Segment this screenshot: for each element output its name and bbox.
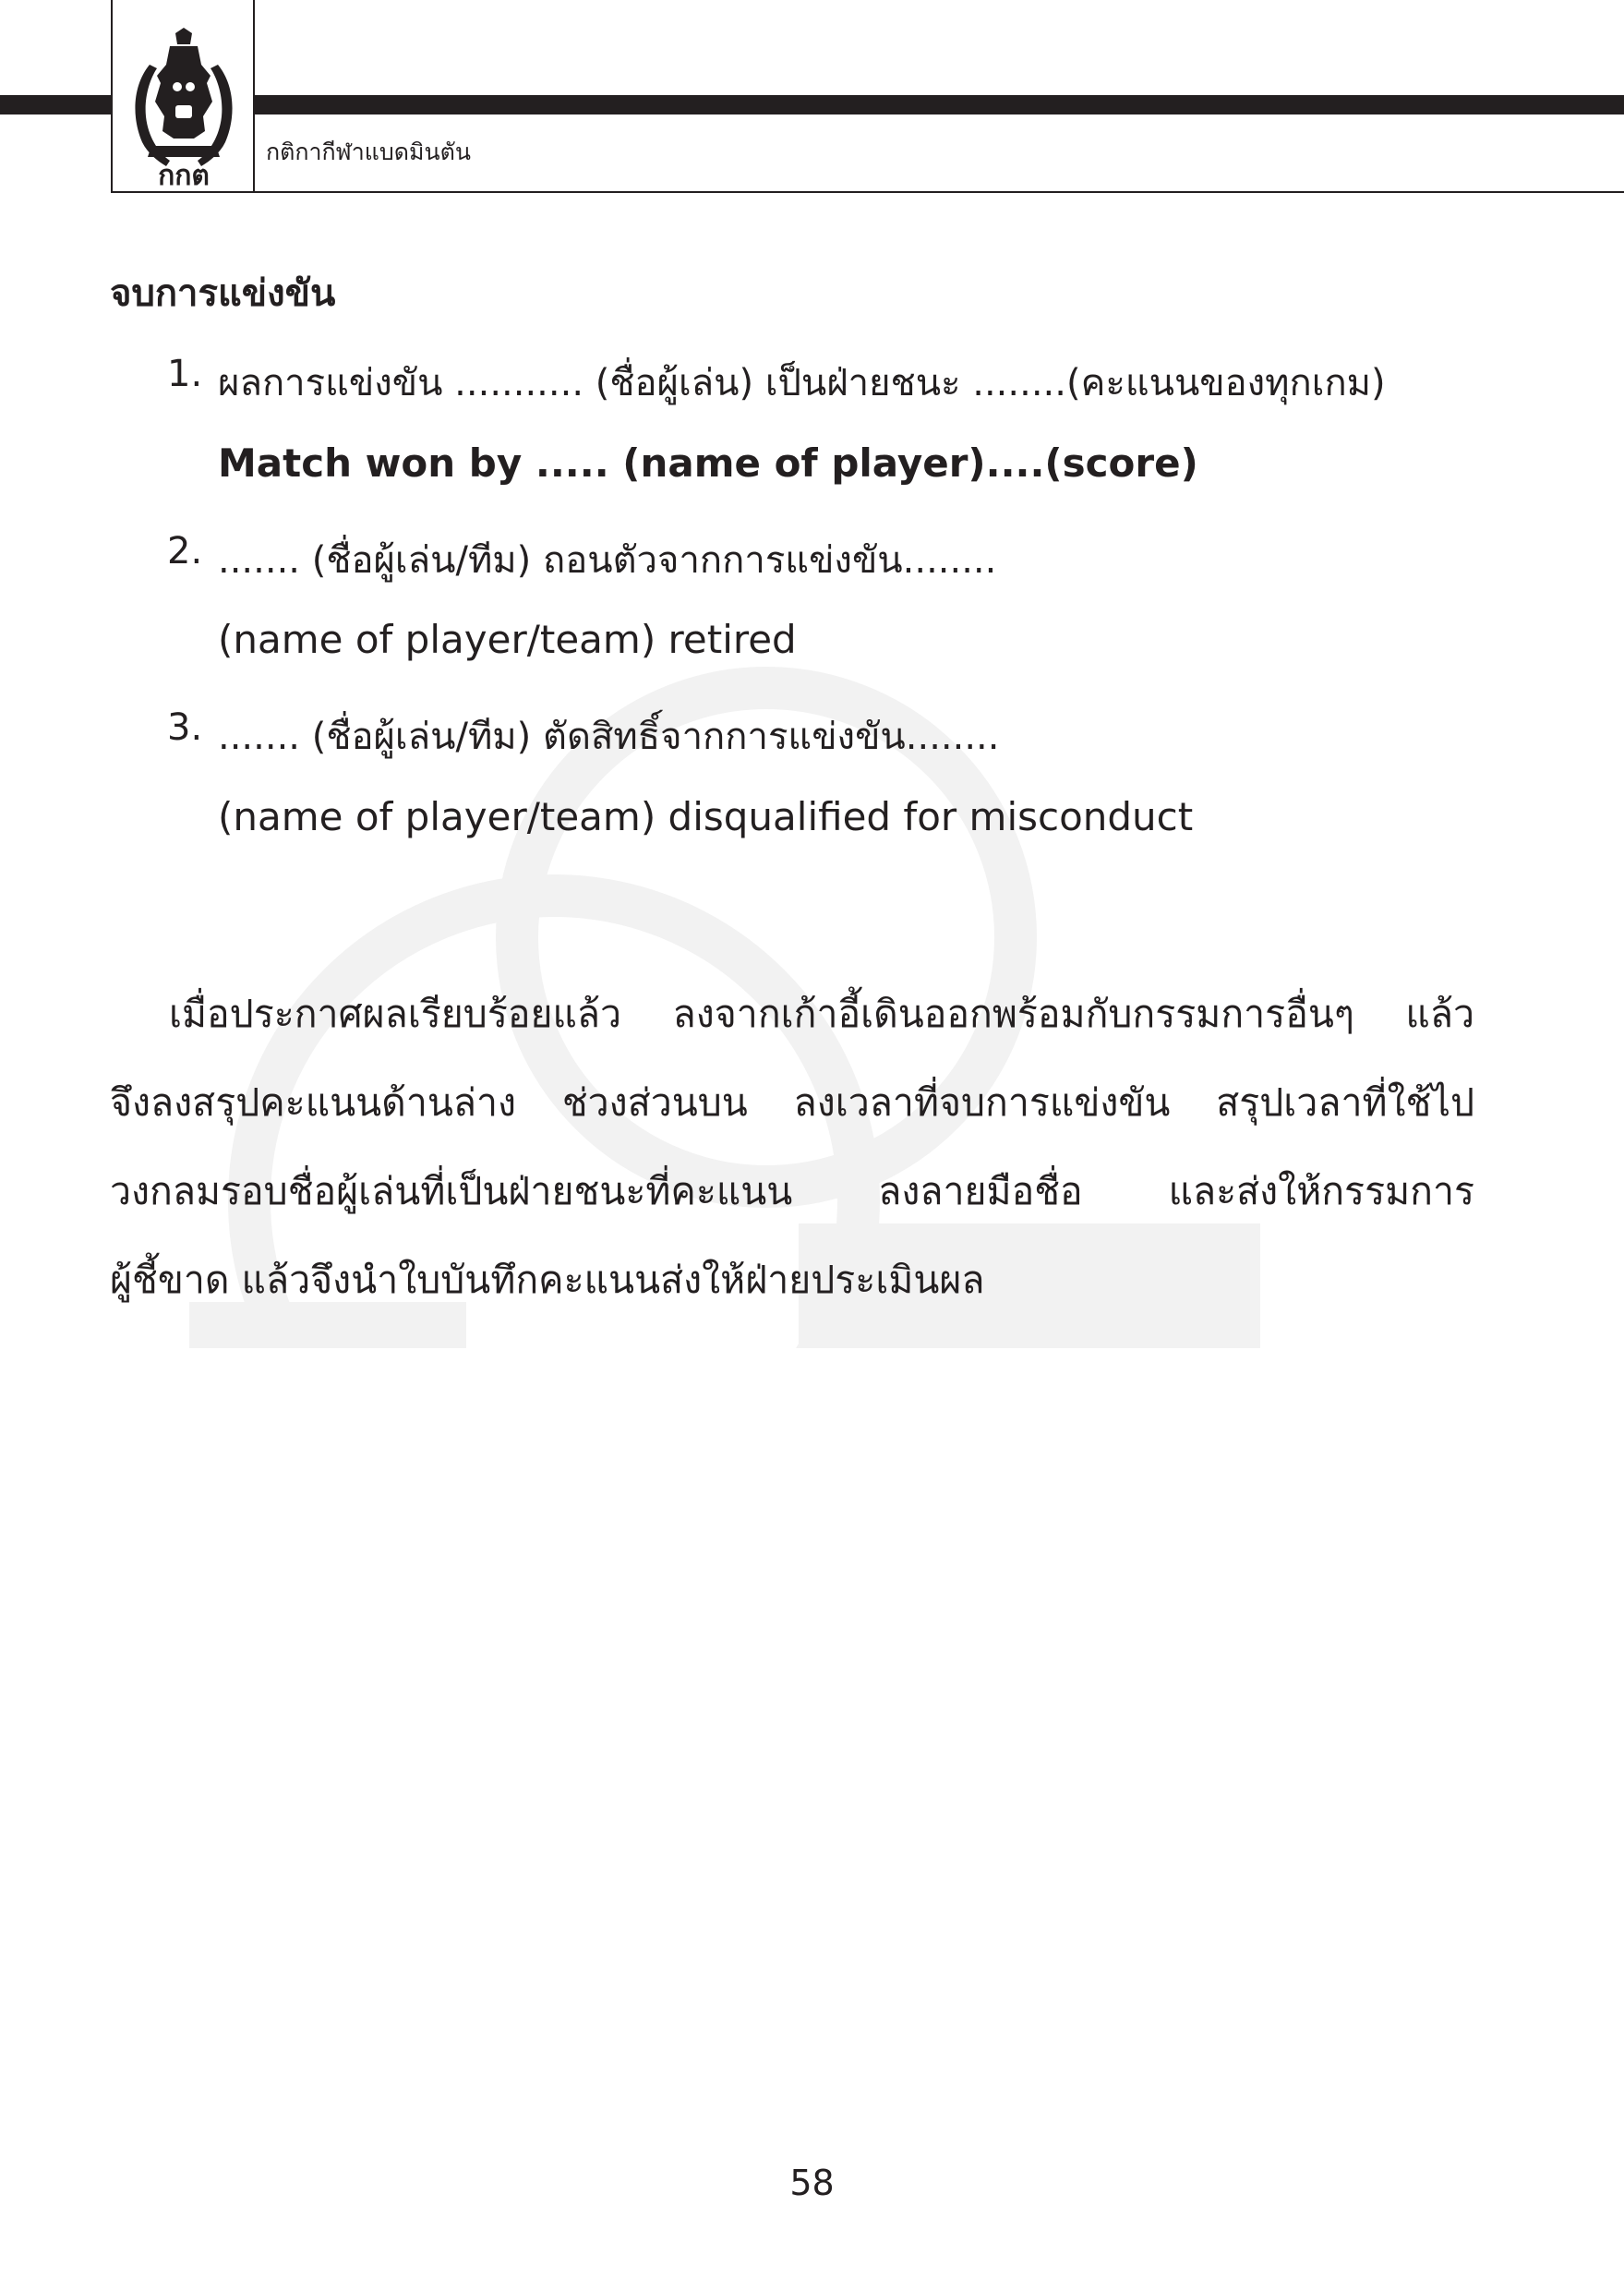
list-item-3-number: 3. xyxy=(167,706,203,749)
body-paragraph xyxy=(110,970,1474,1324)
header-title: กติกากีฬาแบดมินตัน xyxy=(266,139,471,165)
header-band-right xyxy=(254,95,1624,114)
list-item-1-thai: ผลการแข่งขัน ........... (ชื่อผู้เล่น) เป็นฝ่ายชนะ ........(คะแนนของทุกเกม) xyxy=(218,362,1386,404)
list-item-2-thai: ....... (ชื่อผู้เล่น/ทีม) ถอนตัวจากการแข่งขัน........ xyxy=(218,539,997,582)
section-heading: จบการแข่งขัน xyxy=(110,272,336,315)
association-logo xyxy=(129,28,238,187)
paragraph-line-3: วงกลมรอบชื่อผู้เล่นที่เป็นฝ่ายชนะที่คะแนน ลงลายมือชื่อ และส่งให้กรรมการ xyxy=(110,1169,1474,1213)
header-band-left xyxy=(0,95,112,114)
paragraph-line-4: ผู้ชี้ขาด แล้วจึงนำใบบันทึกคะแนนส่งให้ฝ่ายประเมินผล xyxy=(110,1258,985,1302)
list-item-1-number: 1. xyxy=(167,353,203,395)
paragraph-line-2: จึงลงสรุปคะแนนด้านล่าง ช่วงส่วนบน ลงเวลาที่จบการแข่งขัน สรุปเวลาที่ใช้ไป xyxy=(110,1080,1474,1125)
logo-lettering: กกต xyxy=(158,160,210,187)
header-rule-horizontal xyxy=(111,191,1624,193)
list-item-3-thai: ....... (ชื่อผู้เล่น/ทีม) ตัดสิทธิ์จากการแข่งขัน........ xyxy=(218,716,1000,758)
list-item-1-english: Match won by ..... (name of player)....(score) xyxy=(218,440,1198,486)
list-item-3-english: (name of player/team) disqualified for misconduct xyxy=(218,794,1194,839)
list-item-2-english: (name of player/team) retired xyxy=(218,617,797,662)
page-number: 58 xyxy=(789,2163,835,2203)
paragraph-line-1: เมื่อประกาศผลเรียบร้อยแล้ว ลงจากเก้าอี้เดินออกพร้อมกับกรรมการอื่นๆ แล้ว xyxy=(169,992,1474,1036)
list-item-2-number: 2. xyxy=(167,530,203,572)
